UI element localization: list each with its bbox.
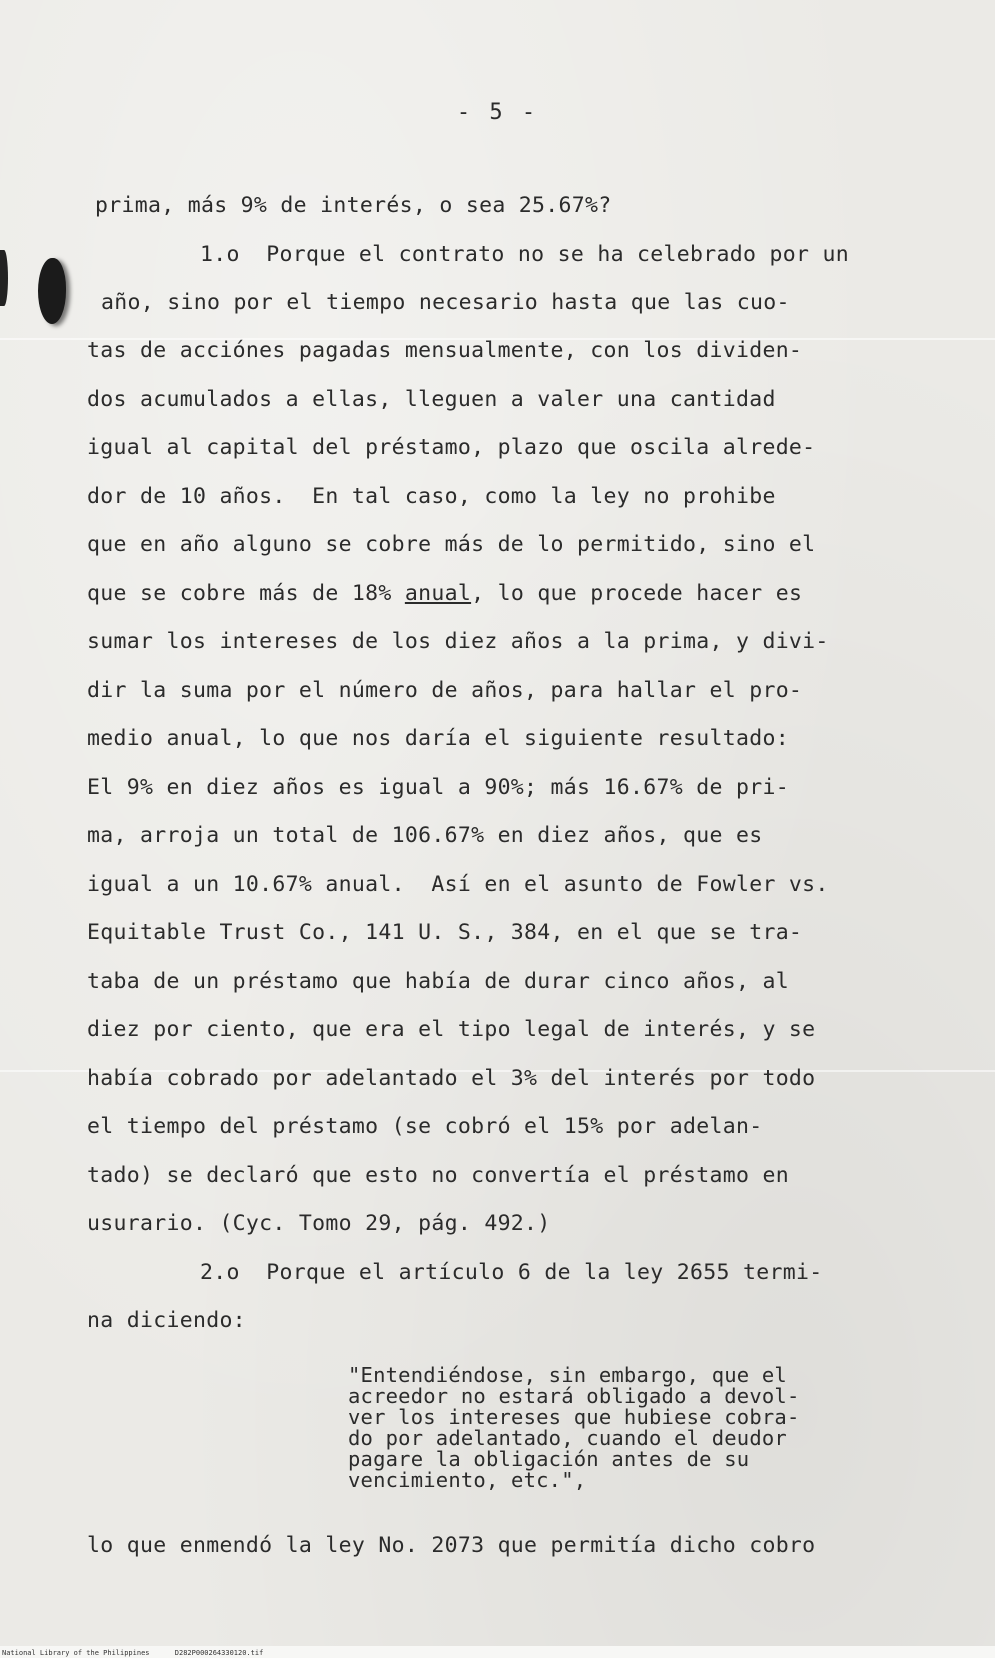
punch-hole: [38, 258, 66, 324]
scan-footer-text: National Library of the Philippines D282P000264330120.tif: [2, 1649, 264, 1657]
text-line: 2.o Porque el artículo 6 de la ley 2655 termi-: [200, 1260, 823, 1285]
quote-line: acreedor no estará obligado a devol-: [348, 1384, 800, 1408]
text-line: taba de un préstamo que había de durar cinco años, al: [87, 969, 789, 994]
text-line: año, sino por el tiempo necesario hasta que las cuo-: [101, 290, 790, 315]
text-line: el tiempo del préstamo (se cobró el 15% por adelan-: [87, 1114, 763, 1139]
text-line: igual a un 10.67% anual. Así en el asunto de Fowler vs.: [87, 872, 829, 897]
text-line: Equitable Trust Co., 141 U. S., 384, en el que se tra-: [87, 920, 803, 945]
quote-line: ver los intereses que hubiese cobra-: [348, 1405, 800, 1429]
text-line: sumar los intereses de los diez años a la prima, y divi-: [87, 629, 829, 654]
quote-line: vencimiento, etc.",: [348, 1468, 587, 1492]
text-line: dor de 10 años. En tal caso, como la ley no prohibe: [87, 484, 776, 509]
text-line: [87, 581, 802, 607]
text-line: diez por ciento, que era el tipo legal de interés, y se: [87, 1017, 816, 1042]
text-line: dos acumulados a ellas, lleguen a valer una cantidad: [87, 387, 776, 412]
text-line: lo que enmendó la ley No. 2073 que permitía dicho cobro: [87, 1533, 816, 1558]
text-line: había cobrado por adelantado el 3% del interés por todo: [87, 1066, 816, 1091]
text-line: dir la suma por el número de años, para hallar el pro-: [87, 678, 803, 703]
quote-line: "Entendiéndose, sin embargo, que el: [348, 1363, 787, 1387]
quote-line: pagare la obligación antes de su: [348, 1447, 750, 1471]
text-line: usurario. (Cyc. Tomo 29, pág. 492.): [87, 1211, 551, 1236]
text-line: El 9% en diez años es igual a 90%; más 16.67% de pri-: [87, 775, 789, 800]
underlined-word: anual: [404, 581, 472, 606]
text-line: na diciendo:: [87, 1308, 246, 1333]
text-line: igual al capital del préstamo, plazo que oscila alrede-: [87, 435, 816, 460]
text-line: medio anual, lo que nos daría el siguiente resultado:: [87, 726, 789, 751]
text-line: que en año alguno se cobre más de lo permitido, sino el: [87, 532, 816, 557]
text-segment: que se cobre más de 18%: [87, 581, 405, 606]
text-line: ma, arroja un total de 106.67% en diez años, que es: [87, 823, 763, 848]
quote-line: do por adelantado, cuando el deudor: [348, 1426, 787, 1450]
scan-footer: [0, 1646, 995, 1658]
text-line: prima, más 9% de interés, o sea 25.67%?: [95, 193, 612, 218]
text-segment: , lo que procede hacer es: [471, 581, 803, 606]
edge-mark: [0, 250, 8, 306]
text-line: tado) se declaró que esto no convertía el préstamo en: [87, 1163, 789, 1188]
text-line: tas de acciónes pagadas mensualmente, con los dividen-: [87, 338, 803, 363]
text-line: 1.o Porque el contrato no se ha celebrado por un: [200, 242, 849, 267]
page-number: - 5 -: [456, 100, 539, 125]
